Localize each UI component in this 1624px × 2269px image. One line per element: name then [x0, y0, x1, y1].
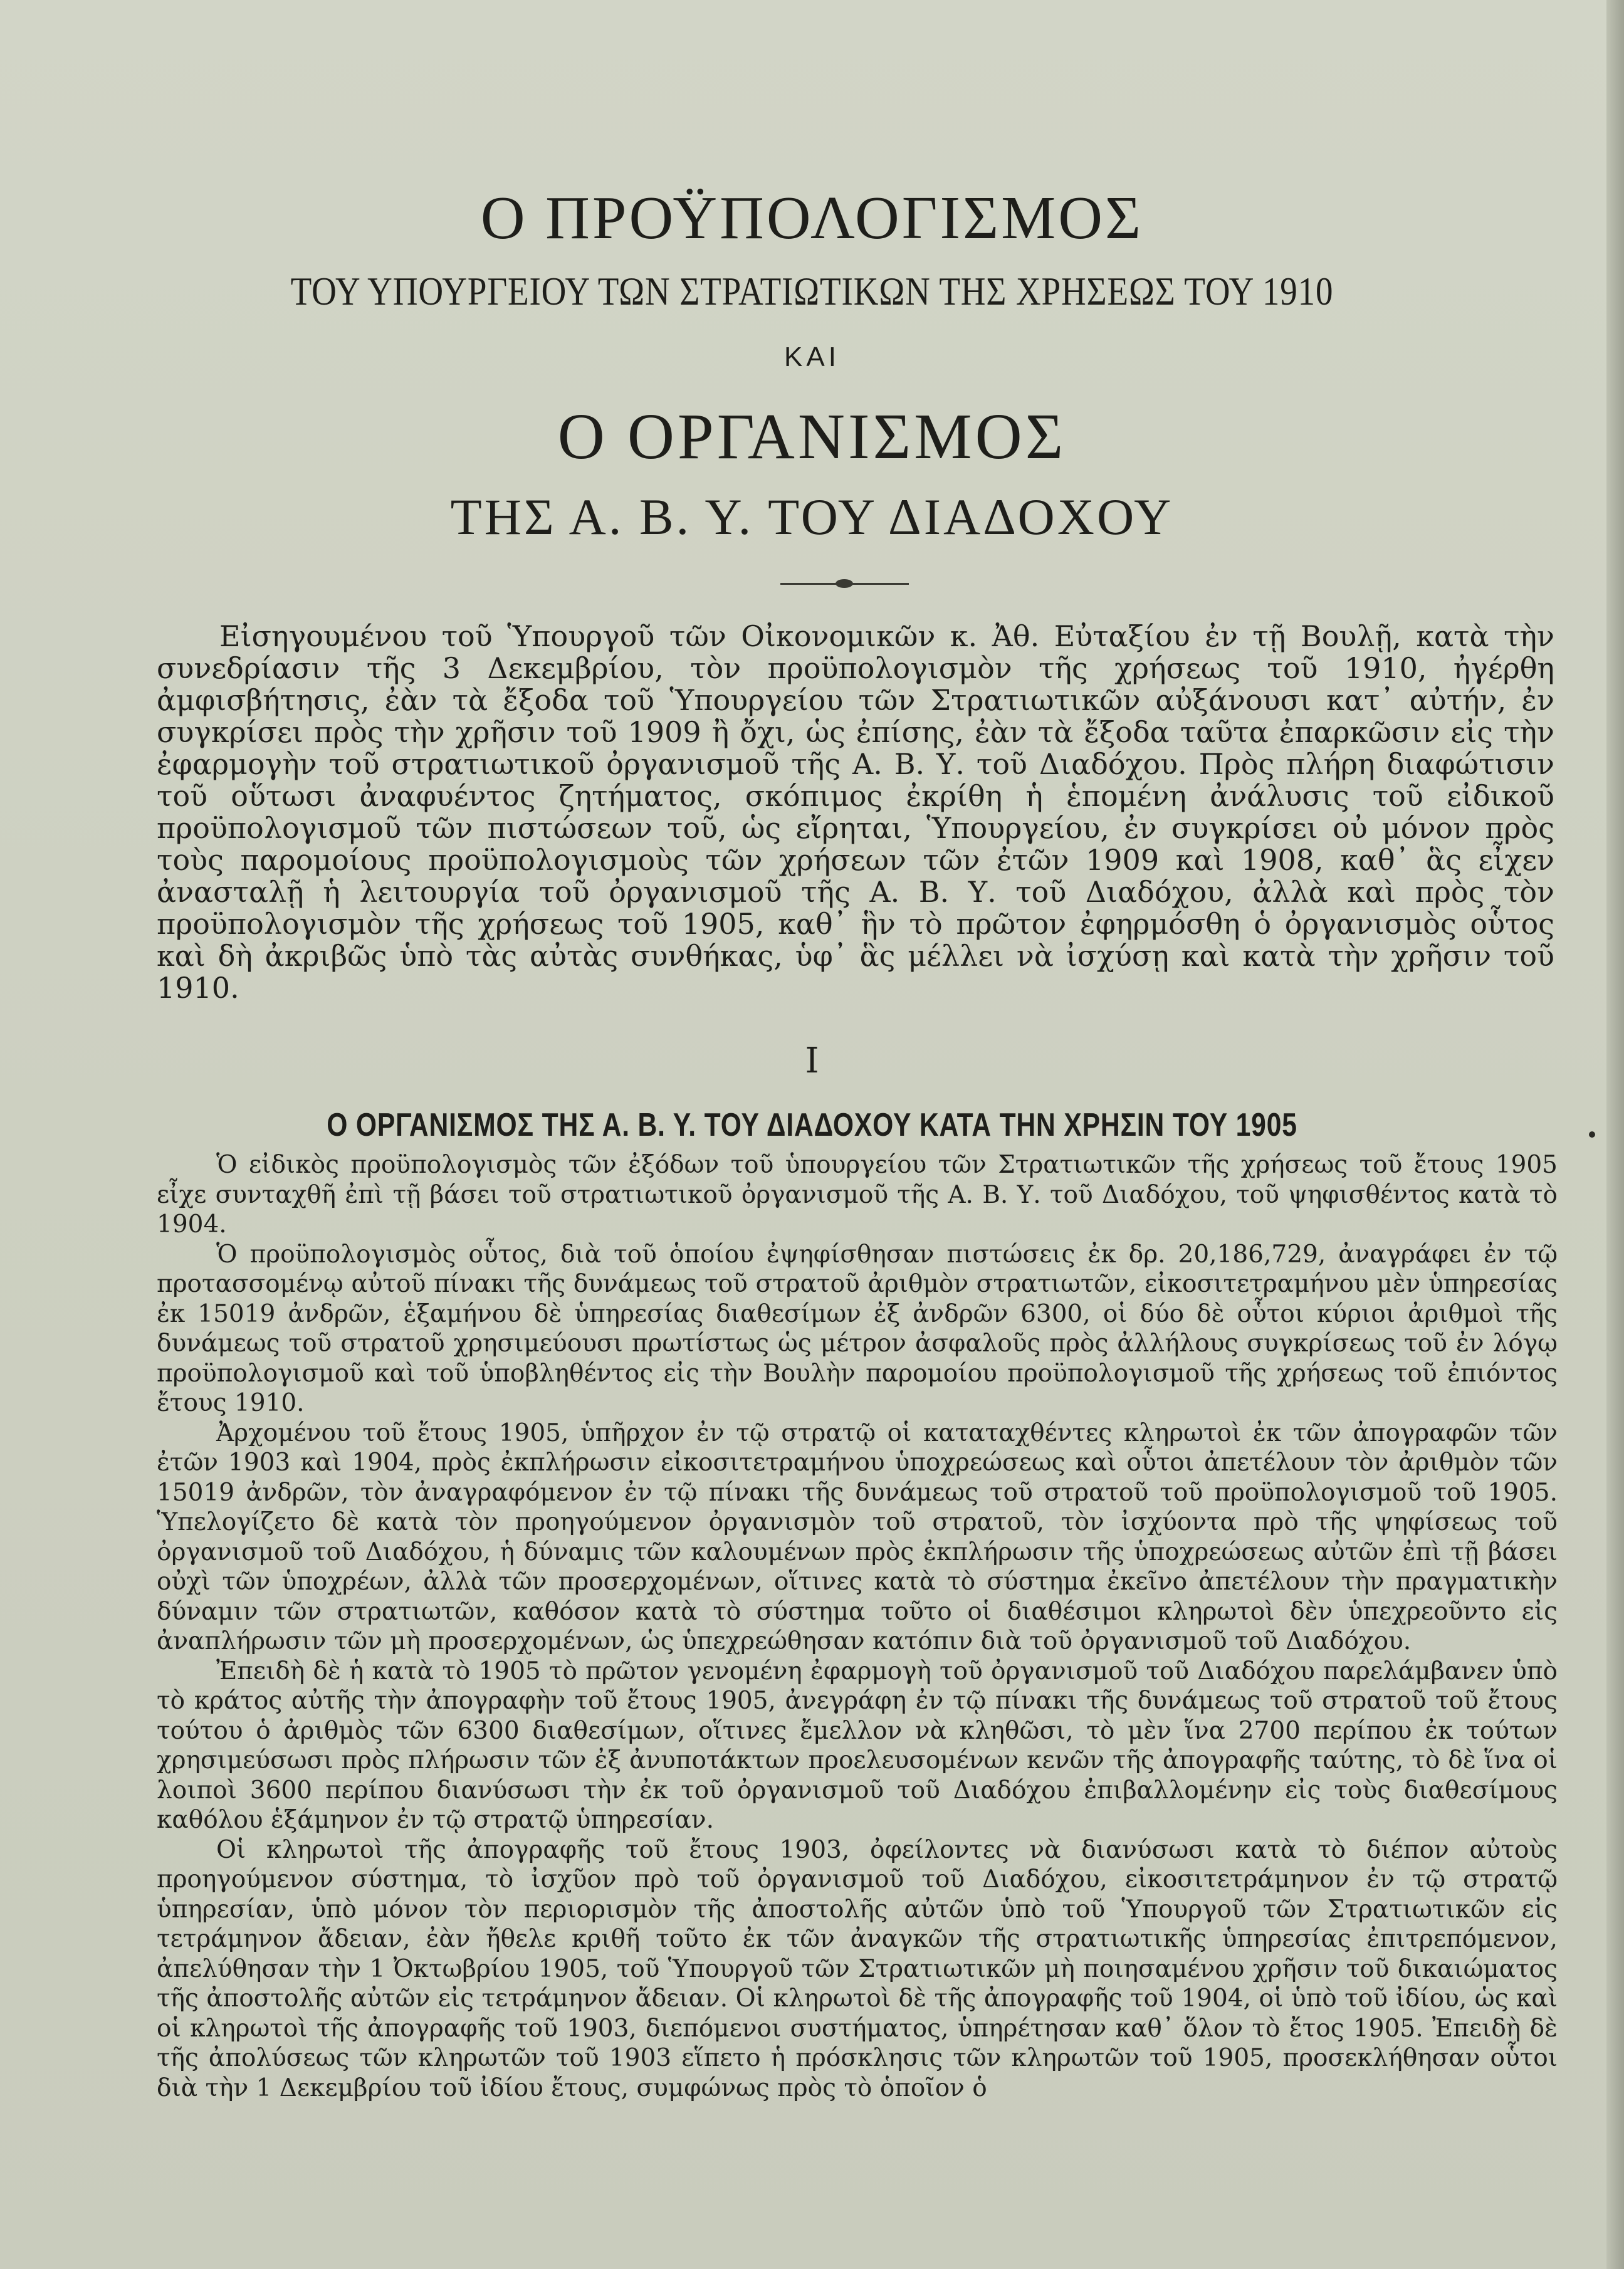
body-paragraph: Ἀρχομένου τοῦ ἔτους 1905, ὑπῆρχον ἐν τῷ στρατῷ οἱ καταταχθέντες κληρωτοὶ ἐκ τῶν ἀπογραφῶν τῶν ἐτῶν 1903 καὶ 1904, πρὸς ἐκπλήρωσιν εἰκοσιτετραμήνου ὑποχρεώσεως καὶ οὗτοι ἀπετέλουν τὸν ἀριθμὸν τῶν 15019 ἀνδρῶν, τὸν ἀναγραφόμενον ἐν τῷ πίνακι τῆς δυνάμεως τοῦ στρατοῦ τοῦ προϋπολογισμοῦ τοῦ 1905. Ὑπελογίζετο δὲ κατὰ τὸν προηγούμενον ὀργανισμὸν τοῦ στρατοῦ, τὸν ἰσχύοντα πρὸ τῆς ψηφίσεως τοῦ ὀργανισμοῦ τοῦ Διαδόχου, ἡ δύναμις τῶν καλουμένων πρὸς ἐκπλήρωσιν τῆς ὑποχρεώσεως αὐτῶν ἐπὶ τῇ βάσει οὐχὶ τῶν ὑποχρέων, ἀλλὰ τῶν προσερχομένων, οἵτινες κατὰ τὸ σύστημα ἐκεῖνο ἀπετέλουν τὴν πραγματικὴν δύναμιν τῶν στρατιωτῶν, καθόσον κατὰ τὸ σύστημα τοῦτο οἱ διαθέσιμοι κληρωτοὶ δὲν ὑπεχρεοῦντο εἰς ἀναπλήρωσιν τῶν μὴ προσερχομένων, ὡς ὑπεχρεώθησαν κατόπιν διὰ τοῦ ὀργανισμοῦ τοῦ Διαδόχου.	[157, 1418, 1558, 1655]
ink-speck	[1589, 1131, 1595, 1138]
main-subtitle: ΤΟΥ ΥΠΟΥΡΓΕΙΟΥ ΤΩΝ ΣΤΡΑΤΙΩΤΙΚΩΝ ΤΗΣ ΧΡΗΣΕΩΣ ΤΟΥ 1910	[290, 269, 1334, 313]
second-title: Ο ΟΡΓΑΝΙΣΜΟΣ	[557, 401, 1067, 473]
section-heading: Ο ΟΡΓΑΝΙΣΜΟΣ ΤΗΣ Α. Β. Υ. ΤΟΥ ΔΙΑΔΟΧΟΥ ΚΑΤΑ ΤΗΝ ΧΡΗΣΙΝ ΤΟΥ 1905	[327, 1107, 1297, 1143]
ornamental-rule-center	[836, 579, 853, 588]
section-body	[157, 1150, 1558, 2103]
intro-paragraph: Εἰσηγουμένου τοῦ Ὑπουργοῦ τῶν Οἰκονομικῶν κ. Ἀθ. Εὐταξίου ἐν τῇ Βουλῇ, κατὰ τὴν συνεδρίασιν τῆς 3 Δεκεμβρίου, τὸν προϋπολογισμὸν τῆς χρήσεως τοῦ 1910, ἠγέρθη ἀμφισβήτησις, ἐὰν τὰ ἔξοδα τοῦ Ὑπουργείου τῶν Στρατιωτικῶν αὐξάνουσι κατ᾽ αὐτήν, ἐν συγκρίσει πρὸς τὴν χρῆσιν τοῦ 1909 ἢ ὄχι, ὡς ἐπίσης, ἐὰν τὰ ἔξοδα ταῦτα ἐπαρκῶσιν εἰς τὴν ἐφαρμογὴν τοῦ στρατιωτικοῦ ὀργανισμοῦ τῆς Α. Β. Υ. τοῦ Διαδόχου. Πρὸς πλήρη διαφώτισιν τοῦ οὕτωσι ἀναφυέντος ζητήματος, σκόπιμος ἐκρίθη ἡ ἑπομένη ἀνάλυσις τοῦ εἰδικοῦ προϋπολογισμοῦ τῶν πιστώσεων τοῦ, ὡς εἴρηται, Ὑπουργείου, ἐν συγκρίσει οὐ μόνον πρὸς τοὺς παρομοίους προϋπολογισμοὺς τῶν χρήσεων τῶν ἐτῶν 1909 καὶ 1908, καθ᾽ ἃς εἶχεν ἀνασταλῇ ἡ λειτουργία τοῦ ὀργανισμοῦ τῆς Α. Β. Υ. τοῦ Διαδόχου, ἀλλὰ καὶ πρὸς τὸν προϋπολογισμὸν τῆς χρήσεως τοῦ 1905, καθ᾽ ἣν τὸ πρῶτον ἐφηρμόσθη ὁ ὀργανισμὸς οὗτος καὶ δὴ ἀκριβῶς ὑπὸ τὰς αὐτὰς συνθήκας, ὑφ᾽ ἃς μέλλει νὰ ἰσχύσῃ καὶ κατὰ τὴν χρῆσιν τοῦ 1910.	[157, 619, 1554, 1005]
second-subtitle: ΤΗΣ Α. Β. Υ. ΤΟΥ ΔΙΑΔΟΧΟΥ	[450, 488, 1174, 545]
page-edge-shadow	[1606, 0, 1624, 2269]
title-conjunction: ΚΑΙ	[784, 342, 840, 372]
main-title: Ο ΠΡΟΫΠΟΛΟΓΙΣΜΟΣ	[480, 184, 1144, 252]
body-paragraph: Ὁ προϋπολογισμὸς οὗτος, διὰ τοῦ ὁποίου ἐψηφίσθησαν πιστώσεις ἐκ δρ. 20,186,729, ἀναγράφει ἐν τῷ προτασσομένῳ αὐτοῦ πίνακι τῆς δυνάμεως τοῦ στρατοῦ ἀριθμὸν στρατιωτῶν, εἰκοσιτετραμήνου μὲν ὑπηρεσίας ἐκ 15019 ἀνδρῶν, ἑξαμήνου δὲ ὑπηρεσίας διαθεσίμων ἐξ ἀνδρῶν 6300, οἱ δύο δὲ οὗτοι κύριοι ἀριθμοὶ τῆς δυνάμεως τοῦ στρατοῦ χρησιμεύουσι πρωτίστως ὡς μέτρον ἀσφαλοῦς πρὸς ἀλλήλους συγκρίσεως τοῦ ἐν λόγῳ προϋπολογισμοῦ καὶ τοῦ ὑποβληθέντος εἰς τὴν Βουλὴν παρομοίου προϋπολογισμοῦ τῆς χρήσεως τοῦ ἐπιόντος ἔτους 1910.	[157, 1240, 1558, 1417]
section-numeral: I	[805, 1040, 819, 1081]
body-paragraph: Ἐπειδὴ δὲ ἡ κατὰ τὸ 1905 τὸ πρῶτον γενομένη ἐφαρμογὴ τοῦ ὀργανισμοῦ τοῦ Διαδόχου παρελάμβανεν ὑπὸ τὸ κράτος αὐτῆς τὴν ἀπογραφὴν τοῦ ἔτους 1905, ἀνεγράφη ἐν τῷ πίνακι τῆς δυνάμεως τοῦ στρατοῦ τοῦ ἔτους τούτου ὁ ἀριθμὸς τῶν 6300 διαθεσίμων, οἵτινες ἔμελλον νὰ κληθῶσι, τὸ μὲν ἵνα 2700 περίπου ἐκ τούτων χρησιμεύσωσι πρὸς πλήρωσιν τῶν ἐξ ἀνυποτάκτων προελευσομένων κενῶν τῆς ἀπογραφῆς ταύτης, τὸ δὲ ἵνα οἱ λοιποὶ 3600 περίπου διανύσωσι τὴν ἐκ τοῦ ὀργανισμοῦ τοῦ Διαδόχου ἐπιβαλλομένην εἰς τοὺς διαθεσίμους καθόλου ἑξάμηνον ἐν τῷ στρατῷ ὑπηρεσίαν.	[157, 1657, 1558, 1834]
body-paragraph: Οἱ κληρωτοὶ τῆς ἀπογραφῆς τοῦ ἔτους 1903, ὀφείλοντες νὰ διανύσωσι κατὰ τὸ διέπον αὐτοὺς προηγούμενον σύστημα, τὸ ἰσχῦον πρὸ τοῦ ὀργανισμοῦ τοῦ Διαδόχου, εἰκοσιτετράμηνον ἐν τῷ στρατῷ ὑπηρεσίαν, ὑπὸ μόνον τὸν περιορισμὸν τῆς ἀποστολῆς αὐτῶν ὑπὸ τοῦ Ὑπουργοῦ τῶν Στρατιωτικῶν εἰς τετράμηνον ἄδειαν, ἐὰν ἤθελε κριθῆ τοῦτο ἐκ τῶν ἀναγκῶν τῆς στρατιωτικῆς ὑπηρεσίας ἐπιτρεπόμενον, ἀπελύθησαν τὴν 1 Ὀκτωβρίου 1905, τοῦ Ὑπουργοῦ τῶν Στρατιωτικῶν μὴ ποιησαμένου χρῆσιν τοῦ δικαιώματος τῆς ἀποστολῆς αὐτῶν εἰς τετράμηνον ἄδειαν. Οἱ κληρωτοὶ δὲ τῆς ἀπογραφῆς τοῦ 1904, οἱ ὑπὸ τοῦ ἰδίου, ὡς καὶ οἱ κληρωτοὶ τῆς ἀπογραφῆς τοῦ 1903, διεπόμενοι συστήματος, ὑπηρέτησαν καθ᾽ ὅλον τὸ ἔτος 1905. Ἐπειδὴ δὲ τῆς ἀπολύσεως τῶν κληρωτῶν τοῦ 1903 εἵπετο ἡ πρόσκλησις τῶν κληρωτῶν τοῦ 1905, προσεκλήθησαν οὗτοι διὰ τὴν 1 Δεκεμβρίου τοῦ ἰδίου ἔτους, συμφώνως πρὸς τὸ ὁποῖον ὁ	[157, 1835, 1558, 2102]
body-paragraph: Ὁ εἰδικὸς προϋπολογισμὸς τῶν ἐξόδων τοῦ ὑπουργείου τῶν Στρατιωτικῶν τῆς χρήσεως τοῦ ἔτους 1905 εἶχε συνταχθῆ ἐπὶ τῇ βάσει τοῦ στρατιωτικοῦ ὀργανισμοῦ τῆς Α. Β. Υ. τοῦ Διαδόχου, τοῦ ψηφισθέντος κατὰ τὸ 1904.	[157, 1151, 1558, 1239]
